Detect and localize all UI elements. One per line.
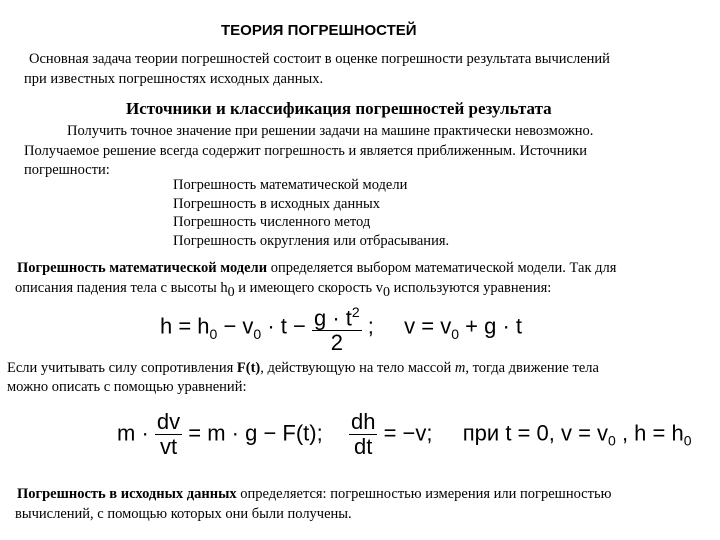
fraction-numerator: dh (350, 409, 376, 434)
input-bold-term: Погрешность в исходных данных (17, 486, 237, 502)
eq1-fraction (312, 300, 362, 355)
model-line-2-a: описания падения тела с высоты h (15, 280, 228, 296)
resistance-line-2: можно описать с помощью уравнений: (7, 379, 247, 395)
input-line-1-rest: определяется: погрешностью измерения или погрешностью (236, 486, 612, 502)
list-item: Погрешность в исходных данных (173, 196, 380, 212)
eq2-fraction-dh (349, 410, 377, 459)
list-item: Погрешность округления или отбрасывания. (173, 233, 450, 249)
section-heading: Источники и классификация погрешностей результата (126, 99, 552, 118)
eq2-condition-a: при t = 0, v = v (462, 420, 609, 446)
eq2-mass: m · (117, 420, 149, 446)
input-line-2: вычислений, с помощью которых они были получены. (15, 506, 352, 522)
subscript: 0 (209, 325, 218, 342)
subscript: 0 (683, 432, 692, 449)
eq2-condition-b: , h = h (615, 420, 684, 446)
sources-line-3: погрешности: (24, 162, 110, 178)
eq2-fraction-dv (155, 410, 182, 459)
subscript: 0 (227, 284, 235, 300)
eq2-rest-2: = −v; (383, 420, 433, 446)
fraction-denominator: dt (354, 434, 373, 459)
model-bold-term: Погрешность математической модели (17, 260, 268, 276)
fraction-denominator: 2 (330, 330, 343, 356)
list-item: Погрешность численного метод (173, 214, 371, 230)
eq2-rest-1: = m · g − F(t); (188, 420, 323, 446)
eq1-rhs-a: v = v (404, 313, 452, 339)
fraction-numerator: dv (156, 409, 181, 434)
fraction-denominator: vt (159, 434, 178, 459)
model-line-1-rest: определяется выбором математической модели. Так для (267, 260, 617, 276)
intro-line-2: при известных погрешностях исходных данных. (24, 71, 324, 87)
sources-line-1: Получить точное значение при решении задачи на машине практически невозможно. (67, 123, 594, 139)
force-symbol: F(t) (236, 360, 261, 376)
list-item: Погрешность математической модели (173, 177, 408, 193)
eq1-mid2: · t − (261, 313, 306, 339)
subscript: 0 (383, 284, 391, 300)
model-line-2 (15, 279, 551, 302)
equation-free-fall (160, 300, 522, 355)
fraction-numerator: $g \cdot t^2$ (312, 300, 362, 331)
eq1-rhs-b: + g · t (459, 313, 523, 339)
model-line-2-c: используются уравнения: (390, 280, 552, 296)
superscript: 2 (351, 304, 360, 320)
mass-symbol: m (454, 360, 466, 376)
equation-resistance (117, 410, 692, 459)
sources-line-2: Получаемое решение всегда содержит погрешность и является приближенным. Источники (24, 143, 588, 159)
page-title: ТЕОРИЯ ПОГРЕШНОСТЕЙ (221, 22, 417, 39)
eq1-separator: ; (367, 313, 374, 339)
model-line-1 (17, 259, 616, 278)
eq1-mid: − v (217, 313, 254, 339)
resistance-line-1: Если учитывать силу сопротивления F(t), действующую на тело массой m, тогда движение тела (7, 360, 599, 376)
subscript: 0 (253, 325, 262, 342)
subscript: 0 (608, 432, 616, 449)
subscript: 0 (451, 325, 460, 342)
eq1-lhs: h = h (160, 313, 210, 339)
model-line-2-b: и имеющего скорость v (234, 280, 384, 296)
intro-line-1: Основная задача теории погрешностей состоит в оценке погрешности результата вычислений (29, 51, 610, 67)
input-line-1 (17, 485, 611, 504)
